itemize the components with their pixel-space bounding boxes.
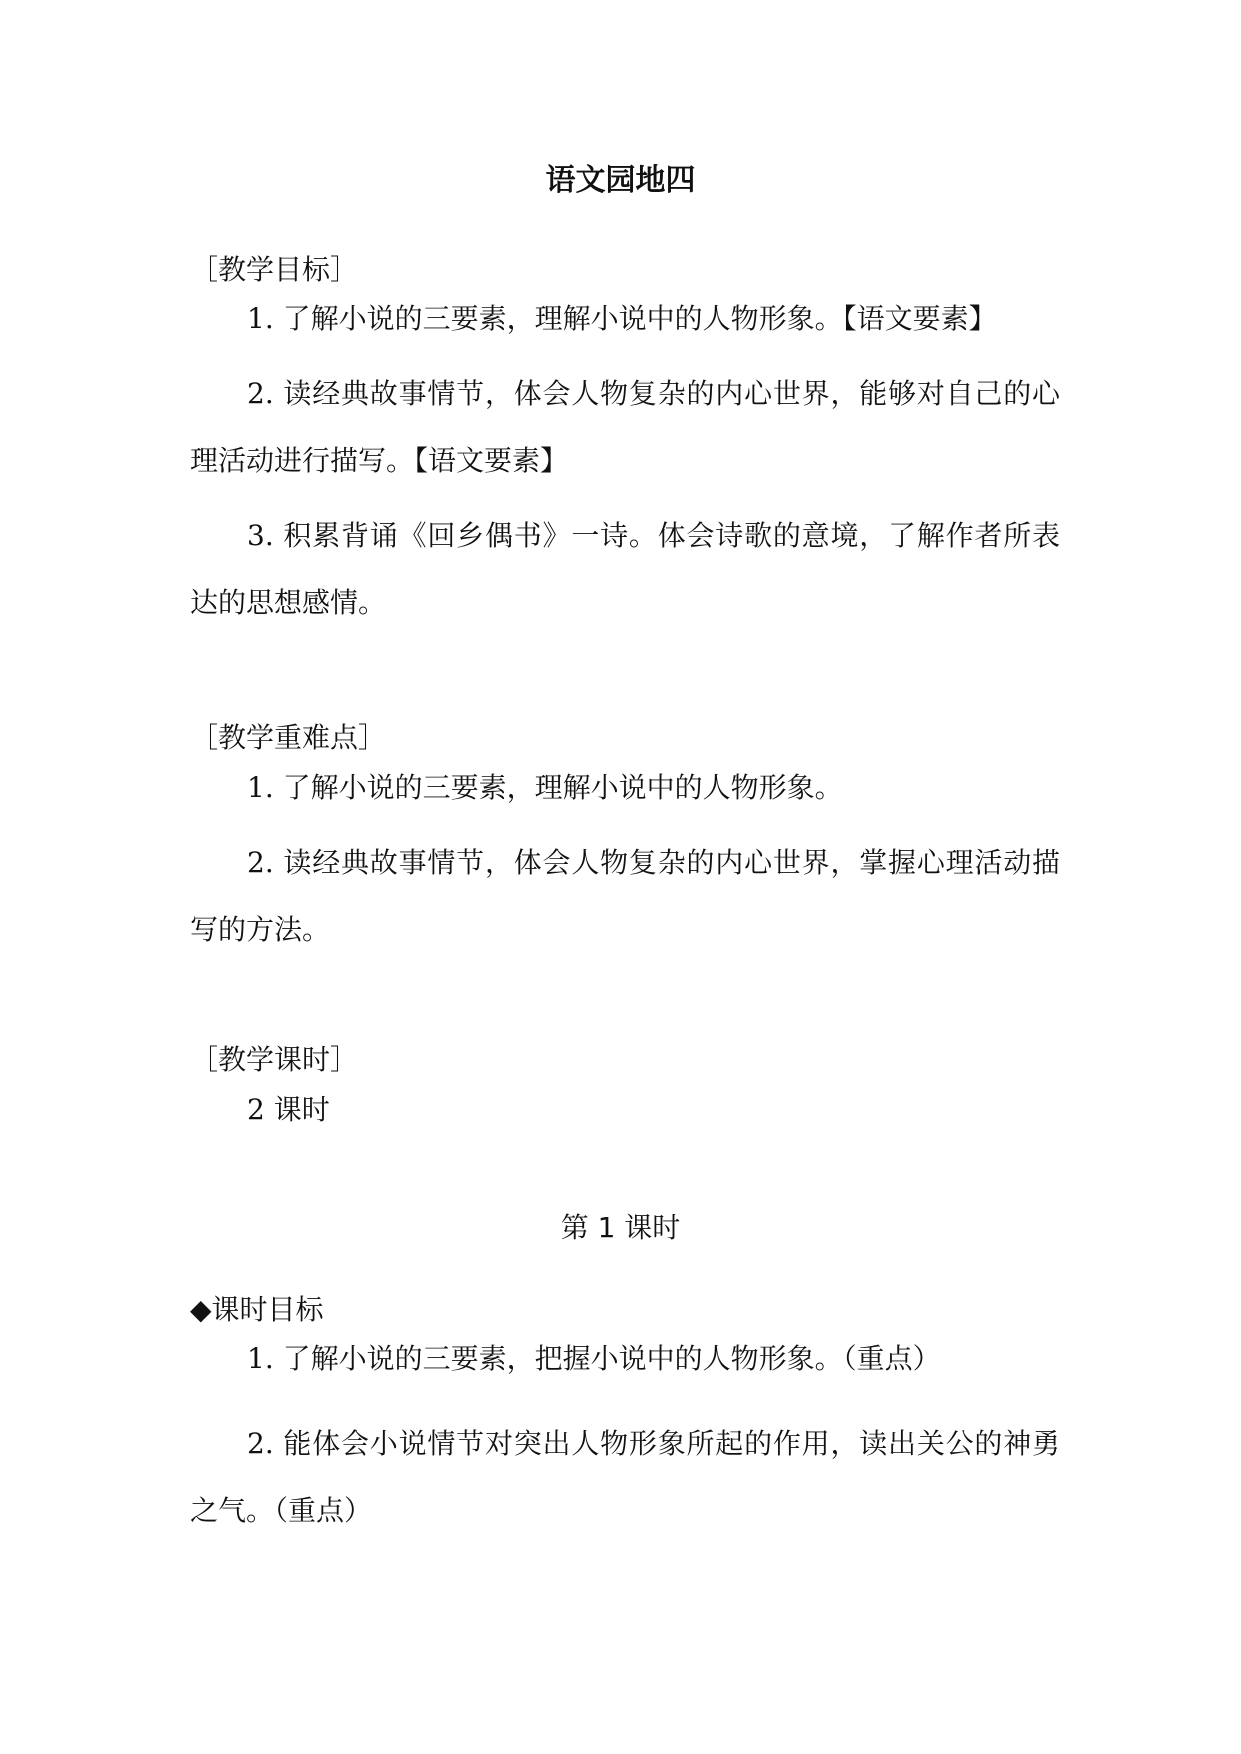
objective-item-2: 2. 读经典故事情节，体会人物复杂的内心世界，能够对自己的心理活动进行描写。【语文要素】: [190, 377, 1060, 477]
keypoint-item-1: 1. 了解小说的三要素，理解小说中的人物形象。: [247, 771, 843, 804]
keypoint-item-2: 2. 读经典故事情节，体会人物复杂的内心世界，掌握心理活动描写的方法。: [190, 846, 1060, 946]
objective-item-3: 3. 积累背诵《回乡偶书》一诗。体会诗歌的意境，了解作者所表达的思想感情。: [190, 519, 1060, 619]
keypoints-heading: ［教学重难点］: [190, 721, 387, 754]
document-title: 语文园地四: [545, 163, 696, 198]
lesson-goal-item-2: 2. 能体会小说情节对突出人物形象所起的作用，读出关公的神勇之气。（重点）: [190, 1427, 1060, 1527]
objective-item-1: 1. 了解小说的三要素，理解小说中的人物形象。【语文要素】: [247, 302, 997, 335]
lesson-goal-item-1: 1. 了解小说的三要素，把握小说中的人物形象。（重点）: [247, 1342, 941, 1375]
hours-value: 2 课时: [247, 1093, 330, 1126]
lesson-goals-heading: ◆课时目标: [190, 1293, 324, 1326]
objectives-heading: ［教学目标］: [190, 253, 359, 286]
lesson-title: 第 1 课时: [560, 1211, 681, 1244]
hours-heading: ［教学课时］: [190, 1043, 359, 1076]
